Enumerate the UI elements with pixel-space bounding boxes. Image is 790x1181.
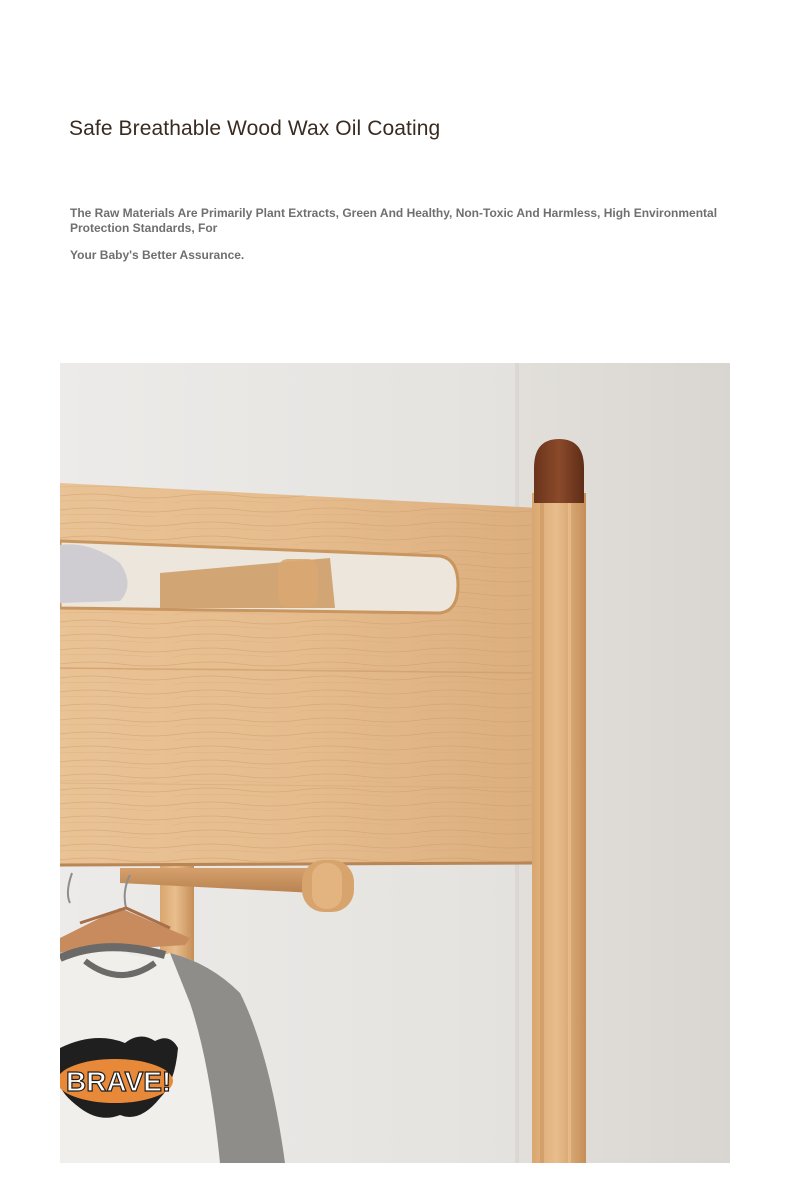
product-photo [60,363,730,1163]
section-title: Safe Breathable Wood Wax Oil Coating [69,117,441,140]
section-description: The Raw Materials Are Primarily Plant Extracts, Green And Healthy, Non-Toxic And Harmless, High Environmental Protection Standards, For [70,206,718,235]
section-description-continued: Your Baby's Better Assurance. [70,248,245,262]
wooden-clothes-rack-illustration [60,363,730,1163]
post-cap [534,439,584,503]
shirt-print: BRAVE! [66,1066,172,1097]
